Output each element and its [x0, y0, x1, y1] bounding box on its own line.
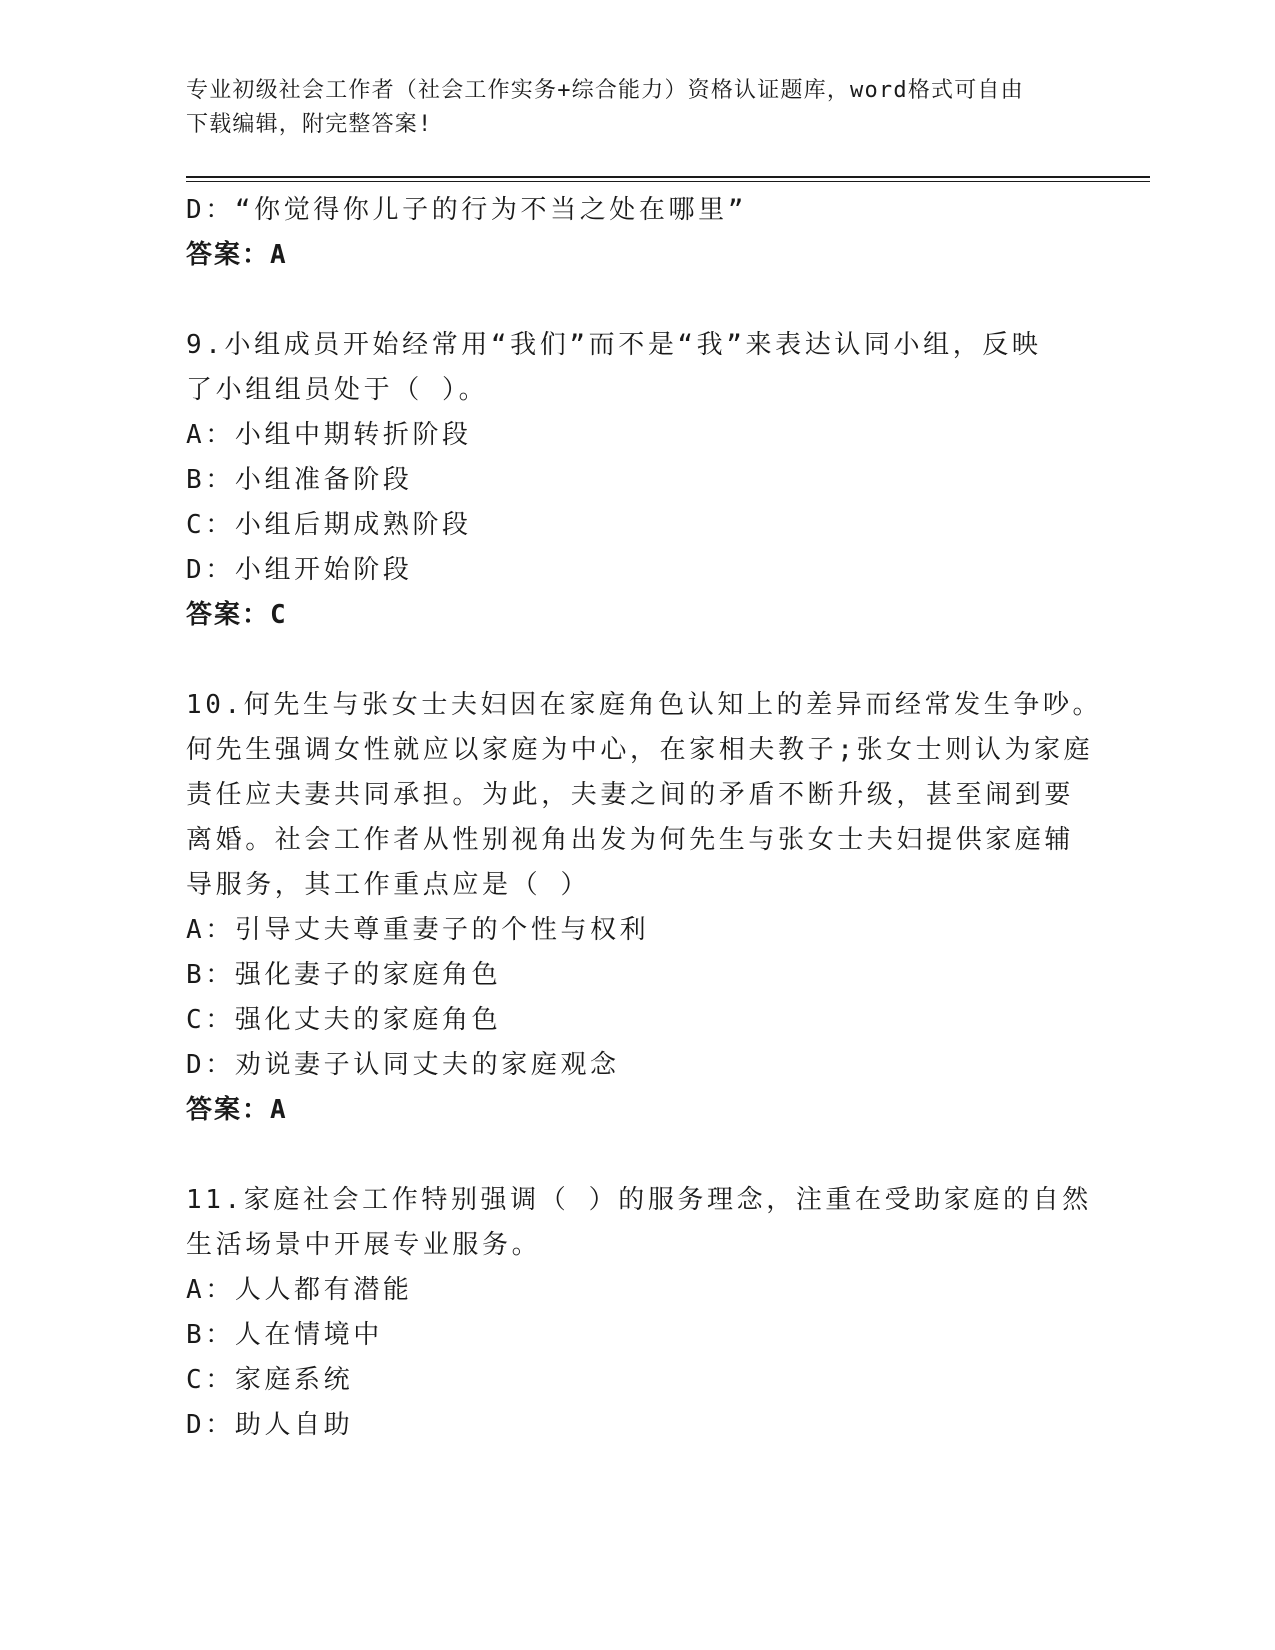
- question-10-option-c: C：强化丈夫的家庭角色: [186, 1005, 502, 1035]
- question-10: [186, 683, 1103, 1133]
- question-10-line-4: 离婚。社会工作者从性别视角出发为何先生与张女士夫妇提供家庭辅: [186, 825, 1075, 855]
- header-line-2: 下载编辑，附完整答案!: [186, 112, 433, 137]
- question-content: [186, 188, 1103, 1448]
- question-11-option-a: A：人人都有潜能: [186, 1275, 413, 1305]
- question-11: [186, 1178, 1092, 1448]
- spacer: [186, 278, 1086, 323]
- question-11-line-2: 生活场景中开展专业服务。: [186, 1230, 542, 1260]
- question-9: [186, 323, 1086, 638]
- question-10-line-3: 责任应夫妻共同承担。为此，夫妻之间的矛盾不断升级，甚至闹到要: [186, 780, 1075, 810]
- question-9-option-d: D：小组开始阶段: [186, 555, 413, 585]
- question-10-line-2: 何先生强调女性就应以家庭为中心，在家相夫教子;张女士则认为家庭: [186, 735, 1094, 765]
- question-9-option-b: B：小组准备阶段: [186, 465, 413, 495]
- prev-option-d: D：“你觉得你儿子的行为不当之处在哪里”: [186, 195, 747, 225]
- question-10-line-1: 10.何先生与张女士夫妇因在家庭角色认知上的差异而经常发生争吵。: [186, 690, 1103, 720]
- header-line-1: 专业初级社会工作者（社会工作实务+综合能力）资格认证题库，word格式可自由: [186, 78, 1024, 103]
- question-11-option-b: B：人在情境中: [186, 1320, 383, 1350]
- question-10-option-b: B：强化妻子的家庭角色: [186, 960, 502, 990]
- question-11-option-d: D：助人自助: [186, 1410, 354, 1440]
- question-9-line-1: 9.小组成员开始经常用“我们”而不是“我”来表达认同小组，反映: [186, 330, 1042, 360]
- question-9-answer: 答案：C: [186, 600, 288, 630]
- header-rule-thick: [186, 176, 1150, 178]
- question-11-line-1: 11.家庭社会工作特别强调（ ）的服务理念，注重在受助家庭的自然: [186, 1185, 1092, 1215]
- question-9-line-2: 了小组组员处于（ ）。: [186, 375, 489, 405]
- question-11-option-c: C：家庭系统: [186, 1365, 354, 1395]
- spacer: [186, 638, 1086, 683]
- spacer: [186, 1133, 1086, 1178]
- question-9-option-a: A：小组中期转折阶段: [186, 420, 472, 450]
- question-10-option-d: D：劝说妻子认同丈夫的家庭观念: [186, 1050, 620, 1080]
- question-10-answer: 答案：A: [186, 1095, 288, 1125]
- question-10-line-5: 导服务，其工作重点应是（ ）: [186, 870, 591, 900]
- document-header: [186, 74, 1086, 142]
- prev-answer: 答案：A: [186, 240, 288, 270]
- header-rule-thin: [186, 181, 1150, 182]
- question-9-option-c: C：小组后期成熟阶段: [186, 510, 472, 540]
- question-10-option-a: A：引导丈夫尊重妻子的个性与权利: [186, 915, 650, 945]
